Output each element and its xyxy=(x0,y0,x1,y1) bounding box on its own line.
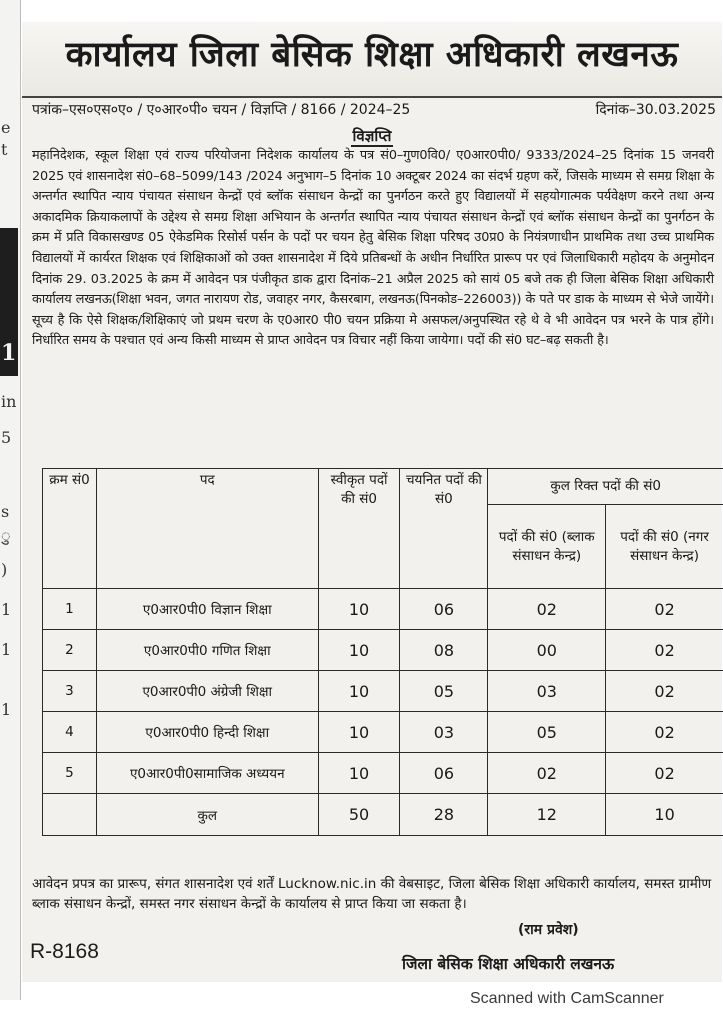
notice-date: दिनांक–30.03.2025 xyxy=(595,102,716,118)
cell-total-sanctioned: 50 xyxy=(318,794,400,836)
cell-selected: 05 xyxy=(400,671,488,712)
cell-sanctioned: 10 xyxy=(318,671,400,712)
cell-selected: 06 xyxy=(400,753,488,794)
cell-sanctioned: 10 xyxy=(318,589,400,630)
cell-total-vacant-block: 12 xyxy=(488,794,606,836)
edge-fragment: 1 xyxy=(1,340,17,366)
adjacent-column-strip xyxy=(0,0,21,1000)
signatory-name: (राम प्रवेश) xyxy=(518,922,579,938)
cell-vacant-urban: 02 xyxy=(606,630,723,671)
cell-vacant-urban: 02 xyxy=(606,712,723,753)
edge-fragment: t xyxy=(1,140,8,159)
table-header-row xyxy=(43,469,723,505)
header-vacant-urban: पदों की सं0 (नगर संसाधन केन्द्र) xyxy=(606,505,723,589)
edge-fragment: ु xyxy=(1,526,11,545)
table-row xyxy=(43,630,723,671)
edge-fragment: 1 xyxy=(1,600,12,619)
cell-serial: 4 xyxy=(43,712,97,753)
application-footer: आवेदन प्रपत्र का प्रारूप, संगत शासनादेश एवं शर्तें Lucknow.nic.in की वेबसाइट, जिला बेसिक शिक्षा अधिकारी कार्यालय, समस्त ग्रामीण ब्लाक संसाधन केन्द्रों, समस्त नगर संसाधन केन्द्रों के कार्यालय से प्राप्त किया जा सकता है। xyxy=(32,876,712,912)
cell-vacant-block: 03 xyxy=(488,671,606,712)
header-post: पद xyxy=(96,469,318,589)
header-serial: क्रम सं0 xyxy=(43,469,97,589)
cell-vacant-block: 00 xyxy=(488,630,606,671)
cell-serial: 5 xyxy=(43,753,97,794)
cell-serial: 3 xyxy=(43,671,97,712)
cell-vacant-urban: 02 xyxy=(606,671,723,712)
office-title: कार्यालय जिला बेसिक शिक्षा अधिकारी लखनऊ xyxy=(65,35,679,75)
ad-code: R-8168 xyxy=(30,940,99,963)
notice-heading xyxy=(22,126,722,146)
table-row xyxy=(43,753,723,794)
signatory-office: जिला बेसिक शिक्षा अधिकारी लखनऊ xyxy=(402,955,615,973)
table-row xyxy=(43,671,723,712)
cell-total-serial xyxy=(43,794,97,836)
masthead xyxy=(22,22,722,98)
reference-number: पत्रांक–एस०एस०ए० / ए०आर०पी० चयन / विज्ञप्ति / 8166 / 2024–25 xyxy=(32,102,411,118)
reference-row xyxy=(32,98,720,124)
edge-fragment: ) xyxy=(1,560,8,579)
cell-sanctioned: 10 xyxy=(318,630,400,671)
cell-post: ए0आर0पी0 अंग्रेजी शिक्षा xyxy=(96,671,318,712)
cell-serial: 1 xyxy=(43,589,97,630)
cell-sanctioned: 10 xyxy=(318,712,400,753)
header-selected: चयनित पदों की सं0 xyxy=(400,469,488,589)
cell-vacant-block: 02 xyxy=(488,589,606,630)
cell-vacant-urban: 02 xyxy=(606,589,723,630)
cell-post: ए0आर0पी0सामाजिक अध्ययन xyxy=(96,753,318,794)
notice-heading-text: विज्ञप्ति xyxy=(352,127,392,145)
cell-serial: 2 xyxy=(43,630,97,671)
cell-selected: 06 xyxy=(400,589,488,630)
cell-vacant-block: 02 xyxy=(488,753,606,794)
cell-vacant-block: 05 xyxy=(488,712,606,753)
cell-vacant-urban: 02 xyxy=(606,753,723,794)
cell-total-vacant-urban: 10 xyxy=(606,794,723,836)
header-sanctioned: स्वीकृत पदों की सं0 xyxy=(318,469,400,589)
cell-selected: 03 xyxy=(400,712,488,753)
cell-sanctioned: 10 xyxy=(318,753,400,794)
cell-post: ए0आर0पी0 हिन्दी शिक्षा xyxy=(96,712,318,753)
cell-total-label: कुल xyxy=(96,794,318,836)
cell-selected: 08 xyxy=(400,630,488,671)
cell-post: ए0आर0पी0 गणित शिक्षा xyxy=(96,630,318,671)
table-total-row xyxy=(43,794,723,836)
notice-body: महानिदेशक, स्कूल शिक्षा एवं राज्य परियोजना निदेशक कार्यालय के पत्र सं0–गुण0वि0/ ए0आर0पी0/ 9333/2024–25 दिनांक 15 जनवरी 2025 एवं शासनादेश सं0–68–5099/143 /2024 अनुभाग–5 दिनांक 10 अक्टूबर 2024 का संदर्भ ग्रहण करें, जिसके माध्यम से समग्र शिक्षा के अन्तर्गत स्थापित न्याय पंचायत संसाधन केन्द्रों एवं ब्लॉक संसाधन केन्द्रों का पुनर्गठन करते हुए विद्यालयों में सहयोगात्मक पर्यवेक्षण करने तथा अन्य अकादमिक क्रियाकलापों के उद्देश्य से समग्र शिक्षा अभियान के अन्तर्गत स्थापित न्याय पंचायत संसाधन केन्द्रों एवं ब्लॉक संसाधन केन्द्रों का पुनर्गठन के क्रम में प्रति विकासखण्ड 05 ऐकेडमिक रिसोर्स पर्सन के पदों पर चयन हेतु बेसिक शिक्षा परिषद उ0प्र0 के नियंत्रणाधीन प्राथमिक तथा उच्च प्राथमिक विद्यालयों में कार्यरत शिक्षक एवं शिक्षिकाओं को उक्त शासनादेश में दिये प्रतिबन्धों के अधीन निर्धारित प्रारूप पर एवं जिलाधिकारी महोदय के अनुमोदन दिनांक 29. 03.2025 के क्रम में आवेदन पत्र पंजीकृत डाक द्वारा दिनांक–21 अप्रैल 2025 को सायं 05 बजे तक ही जिला बेसिक शिक्षा अधिकारी कार्यालय लखनऊ(शिक्षा भवन, जगत नारायण रोड, जवाहर नगर, कैसरबाग, लखनऊ(पिनकोड–226003)) के पते पर डाक के माध्यम से भेजे जायेंगे। सूच्य है कि ऐसे शिक्षक/शिक्षिकाएं जो प्रथम चरण के ए0आर0 पी0 चयन प्रक्रिया मे असफल/अनुपस्थित रहे थे वे भी आवेदन पत्र भरने के पात्र होंगे। निर्धारित समय के पश्चात एवं अन्य किसी माध्यम से प्राप्त आवेदन पत्र विचार नहीं किया जायेगा। पदों की सं0 घट–बढ़ सकती है। xyxy=(32,148,714,349)
edge-fragment: s xyxy=(1,502,10,521)
edge-fragment: in xyxy=(1,392,17,411)
cell-total-selected: 28 xyxy=(400,794,488,836)
recruitment-notice xyxy=(22,22,722,982)
header-vacant: कुल रिक्त पदों की सं0 xyxy=(488,469,723,505)
header-vacant-block: पदों की सं0 (ब्लाक संसाधन केन्द्र) xyxy=(488,505,606,589)
edge-fragment: e xyxy=(1,118,11,137)
edge-fragment: 1 xyxy=(1,700,12,719)
edge-fragment: 1 xyxy=(1,640,12,659)
scanner-watermark: Scanned with CamScanner xyxy=(470,990,664,1007)
cell-post: ए0आर0पी0 विज्ञान शिक्षा xyxy=(96,589,318,630)
edge-fragment: 5 xyxy=(1,428,12,447)
table-row xyxy=(43,589,723,630)
posts-table xyxy=(42,468,723,836)
table-row xyxy=(43,712,723,753)
